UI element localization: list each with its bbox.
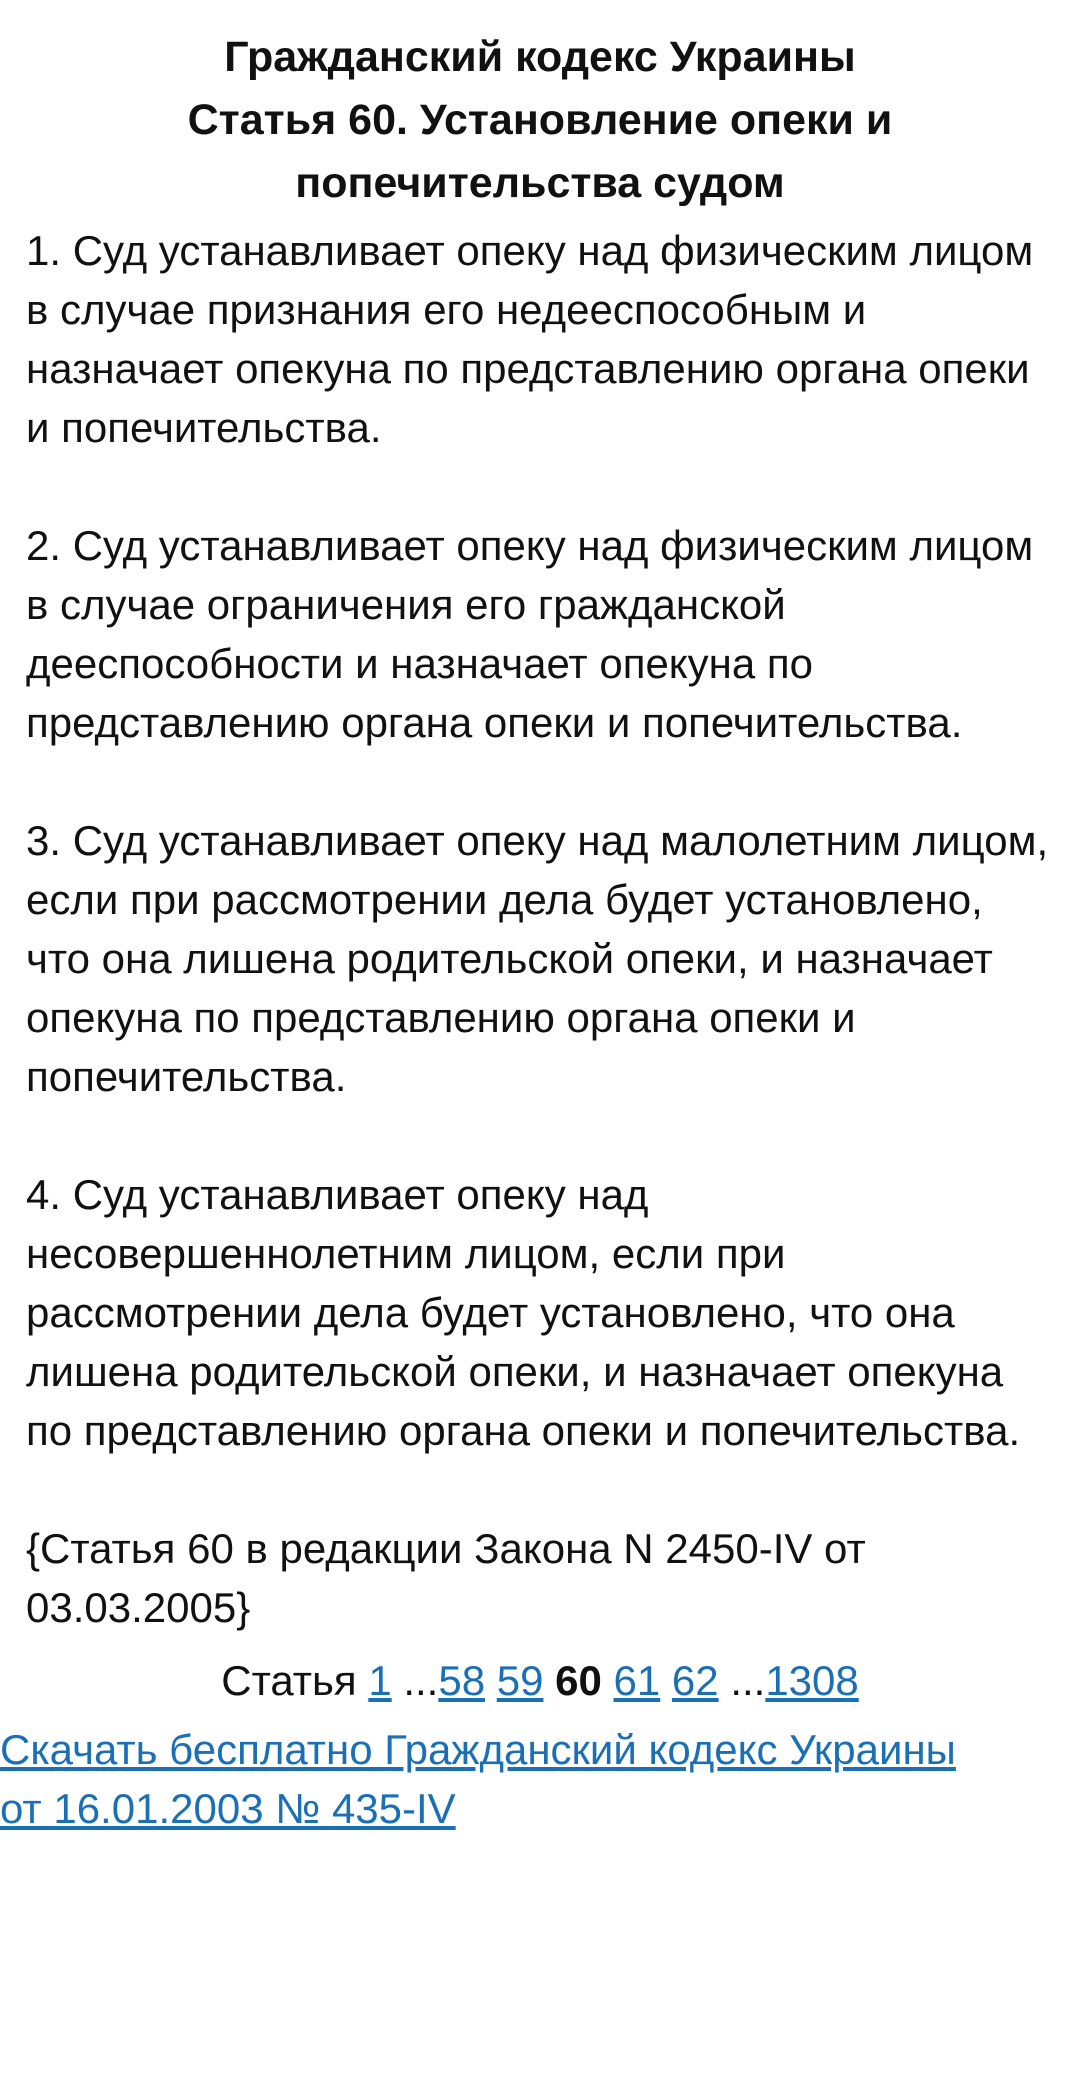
download-link[interactable] <box>0 1726 956 1832</box>
article-paragraph-4: 4. Суд устанавливает опеку над несовершеннолетним лицом, если при рассмотрении дела будет установлено, что она лишена родительской опеки, и назначает опекуна по представлению органа опеки и попечительства. <box>26 1171 1021 1454</box>
article-title-line-2: попечительства судом <box>295 159 785 207</box>
download-section <box>0 1720 1080 1838</box>
article-link-next-2[interactable]: 62 <box>671 1657 719 1704</box>
article-link-first[interactable]: 1 <box>368 1657 392 1704</box>
code-name: Гражданский кодекс Украины <box>224 33 856 81</box>
article-link-prev-2[interactable]: 58 <box>438 1657 486 1704</box>
article-body <box>0 221 1080 1637</box>
editorial-note: {Статья 60 в редакции Закона N 2450-IV от 03.03.2005} <box>26 1525 866 1631</box>
article-link-last[interactable]: 1308 <box>765 1657 859 1704</box>
pagination-label: Статья <box>221 1657 357 1704</box>
pagination-ellipsis: ... <box>730 1657 766 1704</box>
article-link-next-1[interactable]: 61 <box>613 1657 661 1704</box>
page-title <box>0 0 1080 215</box>
article-paragraph-3: 3. Суд устанавливает опеку над малолетним лицом, если при рассмотрении дела будет установлено, что она лишена родительской опеки, и назначает опекуна по представлению органа опеки и попечительства. <box>26 817 1049 1100</box>
article-link-prev-1[interactable]: 59 <box>496 1657 544 1704</box>
article-paragraph-1: 1. Суд устанавливает опеку над физическим лицом в случае признания его недееспособным и назначает опекуна по представлению органа опеки и попечительства. <box>26 227 1034 451</box>
article-current: 60 <box>555 1657 602 1704</box>
pagination-ellipsis: ... <box>403 1657 439 1704</box>
download-link-line-1: Скачать бесплатно Гражданский кодекс Украины <box>0 1726 956 1773</box>
article-paragraph-2: 2. Суд устанавливает опеку над физическим лицом в случае ограничения его гражданской дееспособности и назначает опекуна по представлению органа опеки и попечительства. <box>26 522 1034 746</box>
download-link-line-2: от 16.01.2003 № 435-IV <box>0 1785 456 1832</box>
article-pagination <box>0 1651 1080 1710</box>
article-title-line-1: Статья 60. Установление опеки и <box>187 96 893 144</box>
